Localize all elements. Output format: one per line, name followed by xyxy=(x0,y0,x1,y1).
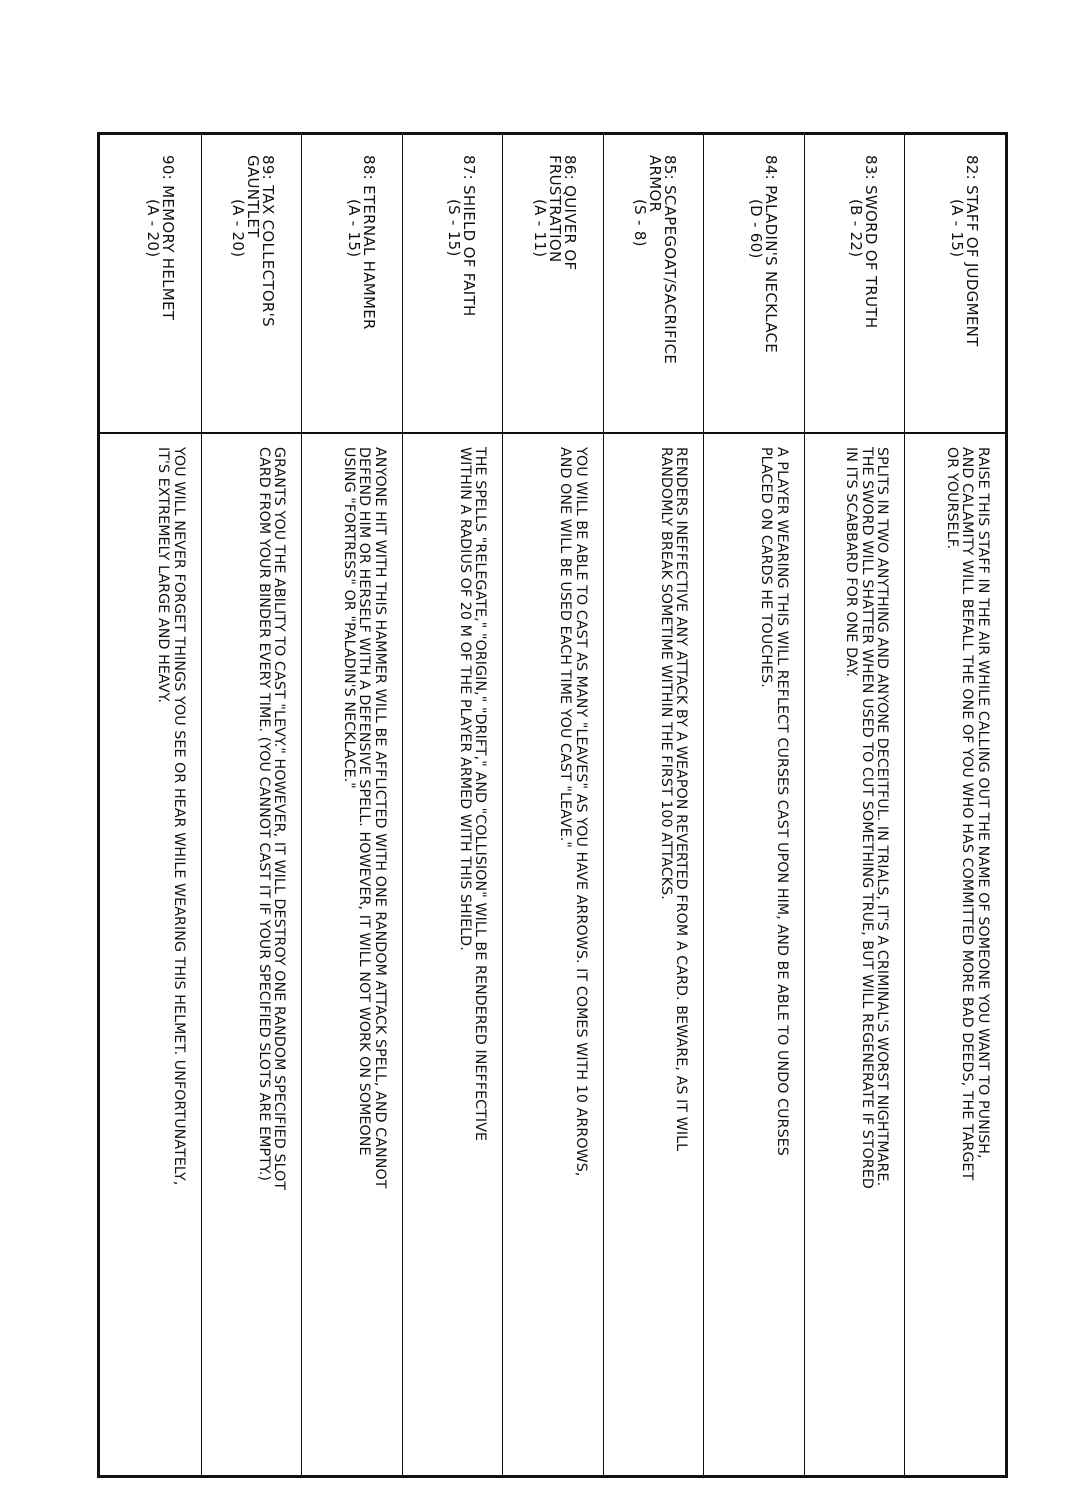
item-name-cell xyxy=(303,135,403,434)
item-name-cell xyxy=(805,135,905,434)
item-code: (A - 15) xyxy=(948,199,966,258)
item-title: 84: PALADIN'S NECKLACE xyxy=(762,155,780,354)
item-title: 88: ETERNAL HAMMER xyxy=(360,155,378,330)
table-row xyxy=(603,135,704,1475)
table-row xyxy=(905,135,1006,1475)
table-row xyxy=(101,135,202,1475)
item-name-cell xyxy=(705,135,805,434)
item-title: 86: QUIVER OF FRUSTRATION xyxy=(546,155,579,271)
item-name-cell xyxy=(906,135,1006,434)
item-description: RENDERS INEFFECTIVE ANY ATTACK BY A WEAPON REVERTED FROM A CARD. BEWARE, AS IT WILL RANDOMLY BREAK SOMETIME WITHIN THE FIRST 100 ATTACKS. xyxy=(657,447,690,1152)
item-table-rotated xyxy=(100,135,1005,1475)
table-row xyxy=(704,135,805,1475)
item-description: THE SPELLS "RELEGATE," "ORIGIN," "DRIFT," AND "COLLISION" WILL BE RENDERED INEFFECTIVE WITHIN A RADIUS OF 20 M OF THE PLAYER ARMED WITH THIS SHIELD. xyxy=(456,447,489,1142)
item-title: 82: STAFF OF JUDGMENT xyxy=(963,155,981,347)
item-code: (A - 15) xyxy=(345,199,363,258)
item-code: (A - 11) xyxy=(531,199,549,258)
item-code: (B - 22) xyxy=(847,199,866,258)
item-code: (A - 20) xyxy=(229,199,248,258)
item-title: 87: SHIELD OF FAITH xyxy=(460,155,479,317)
item-description: A PLAYER WEARING THIS WILL REFLECT CURSES CAST UPON HIM, AND BE ABLE TO UNDO CURSES PLACED ON CARDS HE TOUCHES. xyxy=(758,447,790,1156)
item-description: SPLITS IN TWO ANYTHING AND ANYONE DECEITFUL. IN TRIALS, IT'S A CRIMINAL'S WORST NIGHTMARE. THE SWORD WILL SHATTER WHEN USED TO CUT SOMETHING TRUE, BUT WILL REGENERATE IF STORED IN ITS SCABBARD FOR ONE DAY. xyxy=(843,447,891,1189)
item-title: 89: TAX COLLECTOR'S GAUNTLET xyxy=(244,155,278,327)
item-name-cell xyxy=(202,135,302,434)
item-title: 83: SWORD OF TRUTH xyxy=(862,155,881,329)
item-name-cell xyxy=(504,135,604,434)
item-description: YOU WILL NEVER FORGET THINGS YOU SEE OR HEAR WHILE WEARING THIS HELMET. UNFORTUNATELY, IT'S EXTREMELY LARGE AND HEAVY. xyxy=(155,447,187,1186)
item-title: 90: MEMORY HELMET xyxy=(159,155,177,321)
item-title: 85: SCAPEGOAT/SACRIFICE ARMOR xyxy=(646,155,680,365)
item-table xyxy=(97,132,1008,1478)
table-row xyxy=(201,135,302,1475)
item-name-cell xyxy=(403,135,503,434)
table-row xyxy=(804,135,905,1475)
item-code: (D - 60) xyxy=(747,199,765,259)
item-description: ANYONE HIT WITH THIS HAMMER WILL BE AFFLICTED WITH ONE RANDOM ATTACK SPELL, AND CANNOT DEFEND HIM OR HERSELF WITH A DEFENSIVE SPELL. HOWEVER, IT WILL NOT WORK ON SOMEONE USING "FORTRESS" OR "PALADIN'S NECKLACE." xyxy=(340,447,388,1189)
item-code: (S - 15) xyxy=(445,199,464,257)
table-row xyxy=(302,135,403,1475)
item-name-cell xyxy=(604,135,704,434)
item-description: YOU WILL BE ABLE TO CAST AS MANY "LEAVES" AS YOU HAVE ARROWS. IT COMES WITH 10 ARROWS, AND ONE WILL BE USED EACH TIME YOU CAST "LEAVE." xyxy=(557,447,589,1177)
item-description: GRANTS YOU THE ABILITY TO CAST "LEVY." HOWEVER, IT WILL DESTROY ONE RANDOM SPECIFIED SLOT CARD FROM YOUR BINDER EVERY TIME. (YOU CANNOT CAST IT IF YOUR SPECIFIED SLOTS ARE EMPTY.) xyxy=(255,447,288,1191)
item-code: (S - 8) xyxy=(631,199,650,247)
table-row xyxy=(402,135,503,1475)
item-code: (A - 20) xyxy=(144,199,162,258)
item-name-cell xyxy=(101,135,202,434)
item-description: RAISE THIS STAFF IN THE AIR WHILE CALLING OUT THE NAME OF SOMEONE YOU WANT TO PUNISH, AND CALAMITY WILL BEFALL THE ONE OF YOU WHO HAS COMMITTED MORE BAD DEEDS, THE TARGET OR YOURSELF. xyxy=(943,447,991,1181)
table-row xyxy=(503,135,604,1475)
